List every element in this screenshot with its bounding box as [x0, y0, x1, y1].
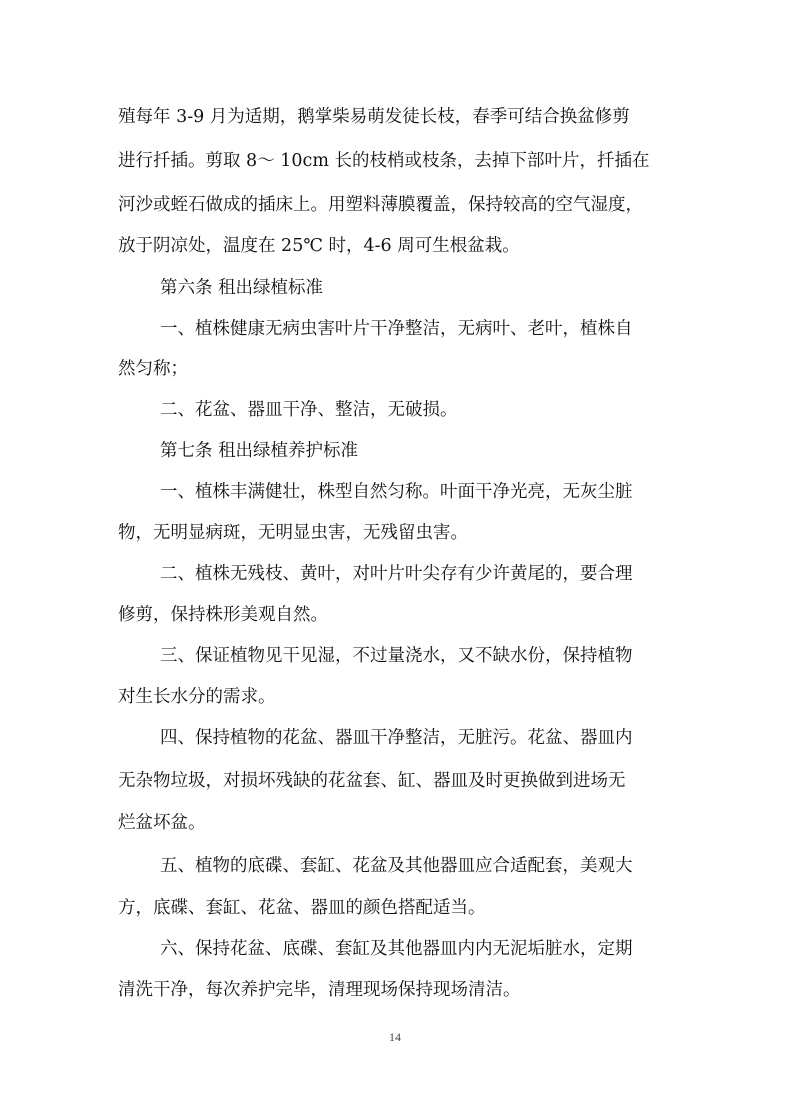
paragraph-line: 五、植物的底碟、套缸、花盆及其他器皿应合适配套，美观大 [160, 856, 633, 876]
paragraph-line: 无杂物垃圾，对损坏残缺的花盆套、缸、器皿及时更换做到进场无 [118, 771, 626, 791]
paragraph-line: 物，无明显病斑，无明显虫害，无残留虫害。 [118, 523, 468, 543]
paragraph-line: 修剪，保持株形美观自然。 [118, 605, 328, 625]
paragraph-line: 六、保持花盆、底碟、套缸及其他器皿内内无泥垢脏水，定期 [160, 939, 633, 959]
paragraph-line: 殖每年 3-9 月为适期，鹅掌柴易萌发徒长枝，春季可结合换盆修剪 [118, 107, 630, 127]
paragraph-line: 放于阴凉处，温度在 25℃ 时，4-6 周可生根盆栽。 [118, 236, 520, 256]
paragraph-line: 二、植株无残枝、黄叶，对叶片叶尖存有少许黄尾的，要合理 [160, 564, 633, 584]
section-heading-article-6: 第六条 租出绿植标准 [160, 278, 324, 298]
paragraph-line: 三、保证植物见干见湿，不过量浇水，又不缺水份，保持植物 [160, 646, 633, 666]
paragraph-line: 清洗干净，每次养护完毕，清理现场保持现场清洁。 [118, 980, 521, 1000]
paragraph-line: 二、花盆、器皿干净、整洁，无破损。 [160, 400, 458, 420]
paragraph-line: 河沙或蛭石做成的插床上。用塑料薄膜覆盖，保持较高的空气湿度， [118, 195, 643, 215]
paragraph-line: 进行扦插。剪取 8～ 10cm 长的枝梢或枝条，去掉下部叶片，扦插在 [118, 151, 650, 171]
paragraph-line: 四、保持植物的花盆、器皿干净整洁，无脏污。花盆、器皿内 [160, 728, 633, 748]
paragraph-line: 一、植株健康无病虫害叶片干净整洁，无病叶、老叶，植株自 [160, 319, 633, 339]
section-heading-article-7: 第七条 租出绿植养护标准 [160, 441, 359, 461]
page-number: 14 [389, 1030, 401, 1044]
paragraph-line: 对生长水分的需求。 [118, 687, 276, 707]
paragraph-line: 烂盆坏盆。 [118, 813, 206, 833]
paragraph-line: 方，底碟、套缸、花盆、器皿的颜色搭配适当。 [118, 898, 486, 918]
paragraph-line: 然匀称； [118, 359, 188, 379]
paragraph-line: 一、植株丰满健壮，株型自然匀称。叶面干净光亮，无灰尘脏 [160, 482, 633, 502]
